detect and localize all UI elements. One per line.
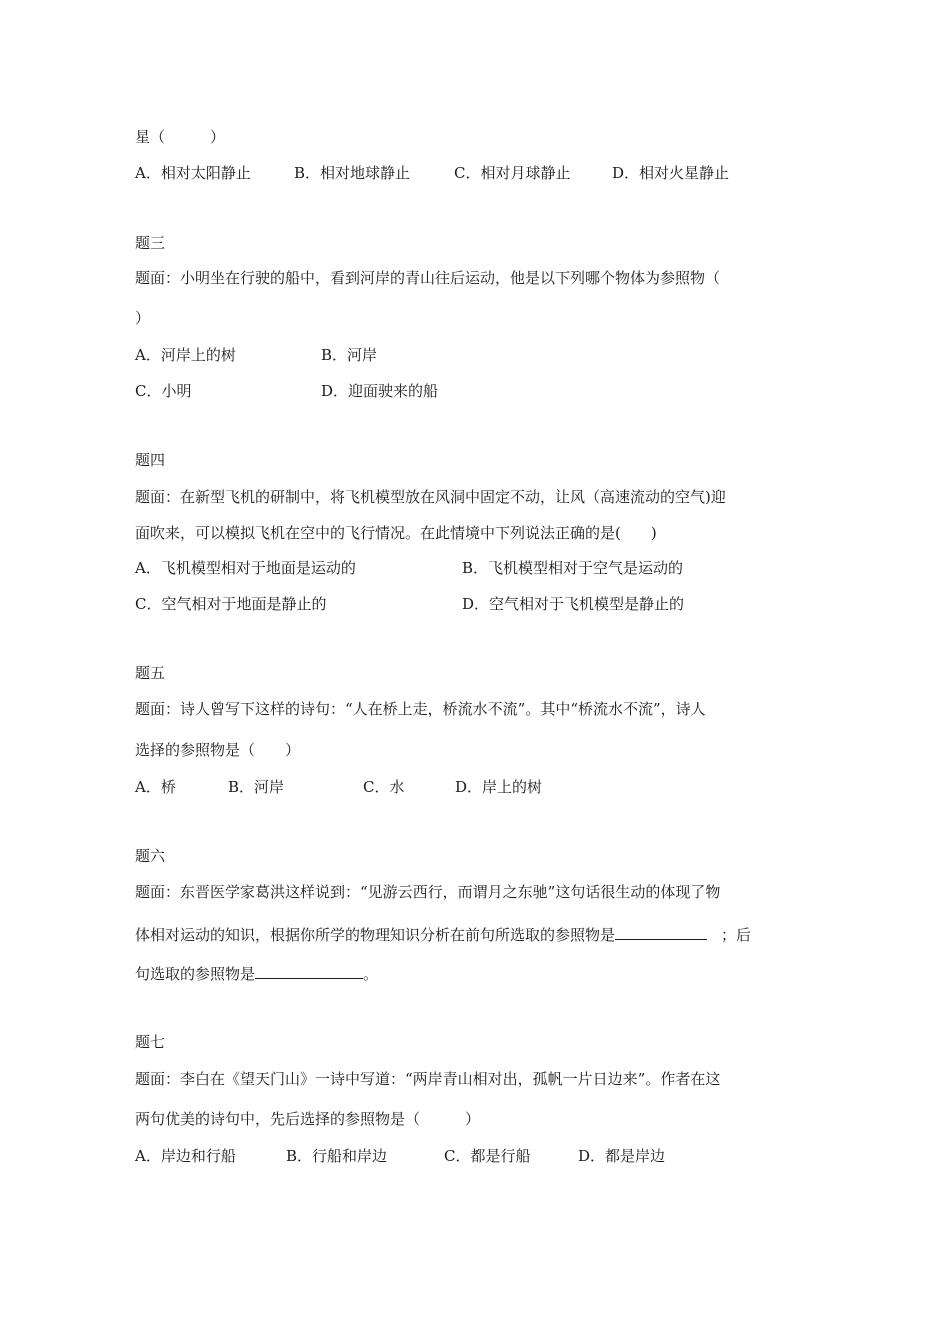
q3-stem-line1: 题面：小明坐在行驶的船中，看到河岸的青山往后运动，他是以下列哪个物体为参照物（ (135, 269, 721, 287)
q6-answer-blank-1[interactable] (615, 923, 707, 940)
q2-stem-tail: 星（ ） (135, 128, 226, 146)
q3-option-d: D．迎面驶来的船 (321, 382, 439, 400)
q5-stem-line2: 选择的参照物是（ ） (135, 741, 301, 759)
q7-stem-line1: 题面：李白在《望天门山》一诗中写道：“两岸青山相对出，孤帆一片日边来”。作者在这 (135, 1070, 721, 1088)
q7-stem-line2: 两句优美的诗句中，先后选择的参照物是（ ） (135, 1110, 481, 1128)
q3-option-c: C．小明 (135, 382, 192, 400)
q2-option-b: B．相对地球静止 (294, 164, 411, 182)
q4-title: 题四 (135, 451, 166, 469)
q5-stem-line1: 题面：诗人曾写下这样的诗句：“人在桥上走，桥流水不流”。其中“桥流水不流”，诗人 (135, 700, 706, 718)
q2-option-a: A．相对太阳静止 (135, 164, 251, 182)
q3-option-a: A．河岸上的树 (135, 346, 236, 364)
q7-title: 题七 (135, 1033, 166, 1051)
q2-option-d: D．相对火星静止 (612, 164, 730, 182)
q5-option-b: B．河岸 (228, 778, 285, 796)
q2-option-c: C．相对月球静止 (454, 164, 571, 182)
q5-option-c: C．水 (363, 778, 405, 796)
q6-title: 题六 (135, 847, 166, 865)
q6-stem-line2 (135, 923, 751, 945)
q4-option-d: D．空气相对于飞机模型是静止的 (462, 595, 685, 613)
q7-option-a: A．岸边和行船 (135, 1147, 236, 1165)
q6-stem-line2-end: ；后 (721, 926, 752, 944)
q6-stem-line3-end: 。 (363, 965, 379, 983)
q6-stem-line3-text: 句选取的参照物是 (135, 965, 256, 983)
q6-stem-line3 (135, 962, 378, 984)
q7-option-b: B．行船和岸边 (286, 1147, 388, 1165)
q4-stem-line2: 面吹来，可以模拟飞机在空中的飞行情况。在此情境中下列说法正确的是( ) (135, 524, 657, 542)
q5-option-d: D．岸上的树 (455, 778, 543, 796)
q3-option-b: B．河岸 (321, 346, 378, 364)
q4-option-c: C．空气相对于地面是静止的 (135, 595, 327, 613)
q6-answer-blank-2[interactable] (255, 962, 363, 979)
q5-option-a: A．桥 (135, 778, 176, 796)
q3-stem-line2: ） (135, 309, 151, 327)
q4-stem-line1: 题面：在新型飞机的研制中，将飞机模型放在风洞中固定不动，让风（高速流动的空气)迎 (135, 488, 726, 506)
q7-option-c: C．都是行船 (444, 1147, 531, 1165)
q6-stem-line2-text: 体相对运动的知识，根据你所学的物理知识分析在前句所选取的参照物是 (135, 926, 616, 944)
q7-option-d: D．都是岸边 (578, 1147, 666, 1165)
q5-title: 题五 (135, 664, 166, 682)
q3-title: 题三 (135, 234, 166, 252)
q4-option-b: B．飞机模型相对于空气是运动的 (462, 559, 684, 577)
q4-option-a: A．飞机模型相对于地面是运动的 (135, 559, 356, 577)
q6-stem-line1: 题面：东晋医学家葛洪这样说到：“见游云西行，而谓月之东驰”这句话很生动的体现了物 (135, 883, 721, 901)
